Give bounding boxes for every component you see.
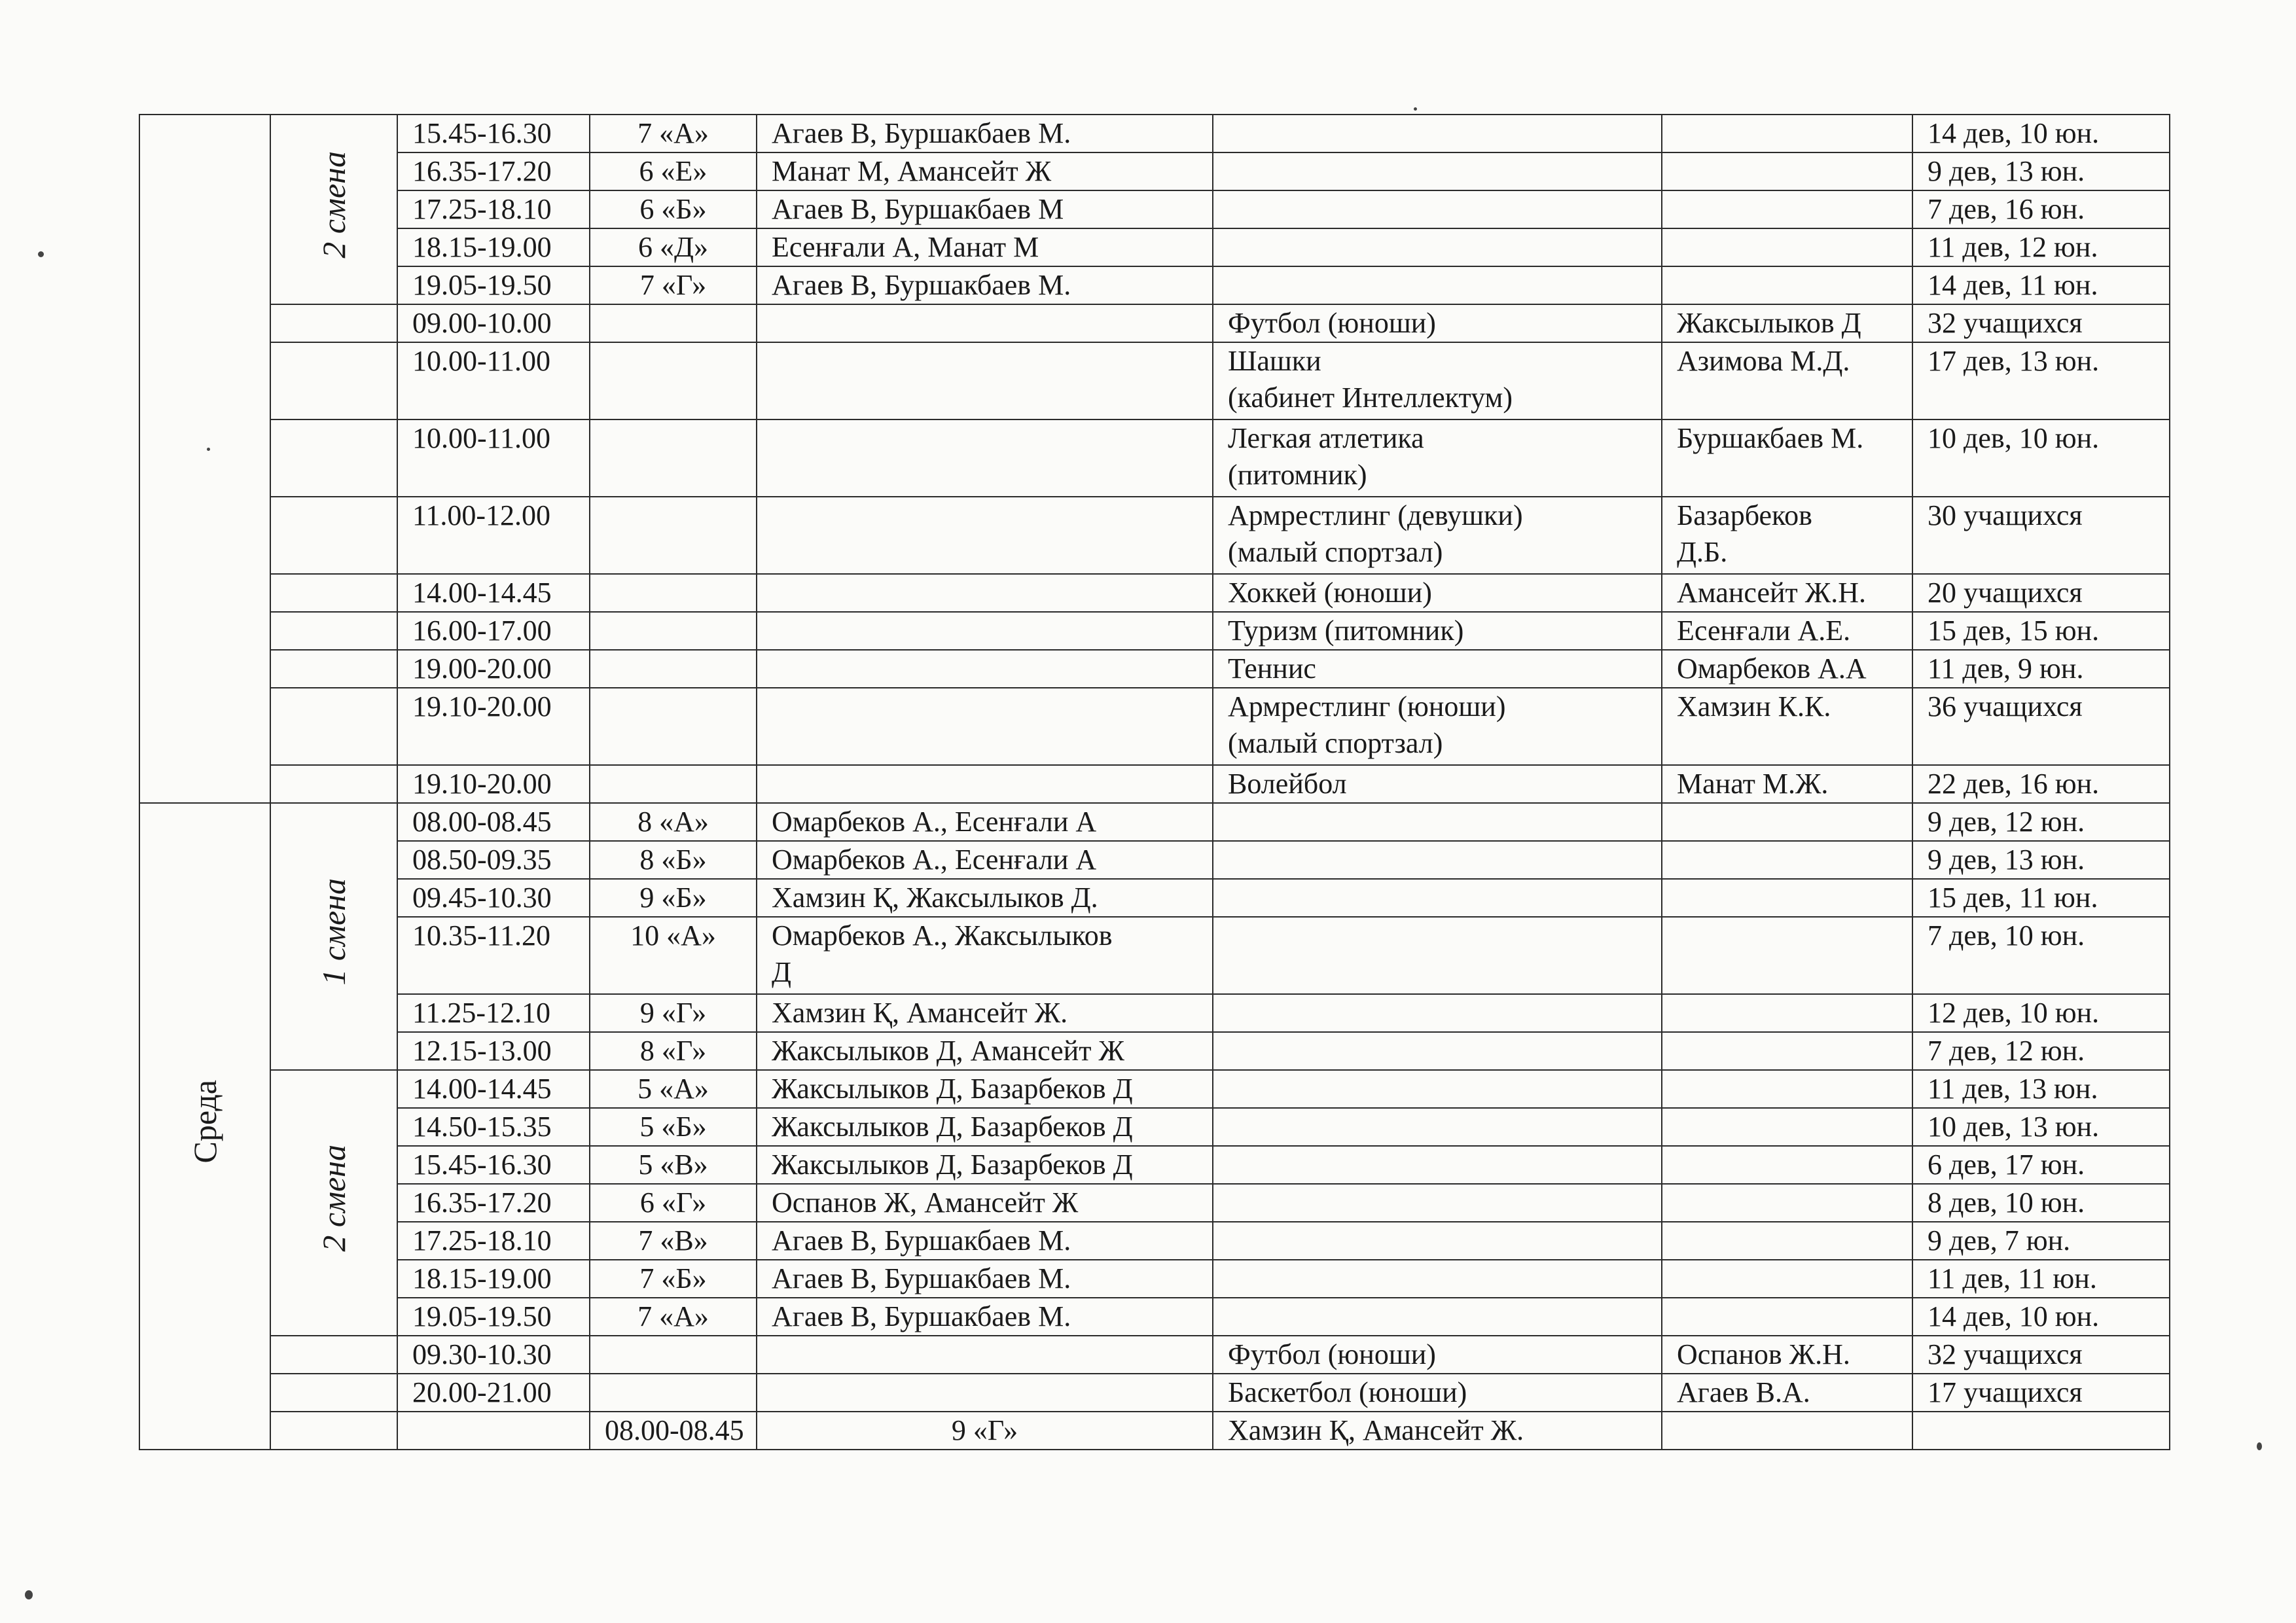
class-cell: 7 «В» xyxy=(590,1222,757,1260)
leader-cell xyxy=(1662,228,1912,266)
section-cell xyxy=(1213,1298,1662,1336)
shift-empty-cell xyxy=(270,1336,397,1374)
time-cell: 19.05-19.50 xyxy=(397,266,590,304)
scan-speck xyxy=(38,251,44,257)
class-cell: 5 «В» xyxy=(590,1146,757,1184)
class-cell: 9 «Г» xyxy=(590,994,757,1032)
time-cell: 17.25-18.10 xyxy=(397,190,590,228)
time-cell: 10.00-11.00 xyxy=(397,419,590,497)
count-cell: 6 дев, 17 юн. xyxy=(1912,1146,2170,1184)
time-cell: 16.35-17.20 xyxy=(397,152,590,190)
section-cell: Теннис xyxy=(1213,650,1662,688)
count-cell: 11 дев, 13 юн. xyxy=(1912,1070,2170,1108)
section-cell: Баскетбол (юноши) xyxy=(1213,1374,1662,1412)
table-row xyxy=(139,841,2170,879)
section-cell xyxy=(1213,115,1662,152)
table-row xyxy=(139,612,2170,650)
table-row xyxy=(139,1184,2170,1222)
table-row xyxy=(139,1222,2170,1260)
leader-cell: Есенғали А.Е. xyxy=(1662,612,1912,650)
table-row xyxy=(139,1298,2170,1336)
teachers-cell: Агаев В, Буршакбаев М. xyxy=(757,1298,1213,1336)
section-cell xyxy=(1213,879,1662,917)
count-cell: 12 дев, 10 юн. xyxy=(1912,994,2170,1032)
count-cell: 8 дев, 10 юн. xyxy=(1912,1184,2170,1222)
teachers-cell xyxy=(757,497,1213,574)
section-cell xyxy=(1213,497,1662,574)
leader-cell xyxy=(1662,994,1912,1032)
table-row xyxy=(139,419,2170,497)
leader-line-2: Д.Б. xyxy=(1677,536,1728,568)
count-cell: 17 учащихся xyxy=(1912,1374,2170,1412)
count-cell: 14 дев, 10 юн. xyxy=(1912,1298,2170,1336)
teachers-cell xyxy=(757,917,1213,994)
count-cell: 7 дев, 12 юн. xyxy=(1912,1032,2170,1070)
leader-cell xyxy=(1662,803,1912,841)
table-row xyxy=(139,994,2170,1032)
schedule-table xyxy=(139,114,2170,1450)
count-cell: 15 дев, 11 юн. xyxy=(1912,879,2170,917)
leader-cell xyxy=(1662,1260,1912,1298)
shift-cell xyxy=(270,1070,397,1336)
leader-cell: Жаксылыков Д xyxy=(1662,304,1912,342)
teachers-cell xyxy=(757,1336,1213,1374)
class-cell: 10 «А» xyxy=(590,917,757,994)
section-cell xyxy=(1213,1260,1662,1298)
time-cell: 16.35-17.20 xyxy=(397,1184,590,1222)
teachers-cell: Хамзин Қ, Жаксылыков Д. xyxy=(757,879,1213,917)
table-row xyxy=(139,803,2170,841)
leader-cell xyxy=(1662,1222,1912,1260)
class-cell xyxy=(590,574,757,612)
teachers-line-2: Д xyxy=(772,956,792,988)
time-cell: 11.00-12.00 xyxy=(397,497,590,574)
count-cell: 7 дев, 16 юн. xyxy=(1912,190,2170,228)
shift-empty-cell xyxy=(270,612,397,650)
leader-cell xyxy=(1662,917,1912,994)
day-cell xyxy=(139,803,270,1450)
section-line: Легкая атлетика xyxy=(1228,422,1424,454)
class-cell xyxy=(590,304,757,342)
section-cell xyxy=(1213,917,1662,994)
count-cell: 11 дев, 9 юн. xyxy=(1912,650,2170,688)
count-cell: 17 дев, 13 юн. xyxy=(1912,342,2170,419)
leader-cell xyxy=(1662,497,1912,574)
section-cell xyxy=(1213,994,1662,1032)
shift-empty-cell xyxy=(270,342,397,419)
leader-cell xyxy=(1662,879,1912,917)
section-cell xyxy=(1213,688,1662,765)
section-line: Армрестлинг (девушки) xyxy=(1228,499,1523,531)
leader-cell: Хамзин К.К. xyxy=(1662,688,1912,765)
class-cell xyxy=(590,612,757,650)
time-cell: 15.45-16.30 xyxy=(397,1146,590,1184)
scan-speck xyxy=(2257,1442,2262,1450)
shift-cell xyxy=(270,115,397,304)
leader-cell xyxy=(1912,1412,2170,1450)
section-cell xyxy=(1213,228,1662,266)
leader-cell: Буршакбаев М. xyxy=(1662,419,1912,497)
section-cell xyxy=(1213,190,1662,228)
teachers-cell: Агаев В, Буршакбаев М. xyxy=(757,1222,1213,1260)
count-cell: 10 дев, 10 юн. xyxy=(1912,419,2170,497)
table-row xyxy=(139,497,2170,574)
section-cell xyxy=(1213,152,1662,190)
class-cell: 8 «Г» xyxy=(590,1032,757,1070)
count-cell: 22 дев, 16 юн. xyxy=(1912,765,2170,803)
section-line: Шашки xyxy=(1228,345,1321,377)
section-line: Армрестлинг (юноши) xyxy=(1228,690,1506,722)
table-row xyxy=(139,1146,2170,1184)
table-row xyxy=(139,1032,2170,1070)
class-cell xyxy=(590,497,757,574)
teachers-cell xyxy=(757,304,1213,342)
leader-cell: Агаев В.А. xyxy=(1662,1374,1912,1412)
shift-empty-cell xyxy=(270,497,397,574)
table-row xyxy=(139,1108,2170,1146)
shift-label: 2 смена xyxy=(315,151,352,259)
class-cell xyxy=(590,419,757,497)
class-cell xyxy=(590,650,757,688)
count-cell: 20 учащихся xyxy=(1912,574,2170,612)
table-row xyxy=(139,917,2170,994)
table-row xyxy=(139,304,2170,342)
teachers-cell: Агаев В, Буршакбаев М xyxy=(757,190,1213,228)
class-cell: 9 «Г» xyxy=(757,1412,1213,1450)
teachers-cell xyxy=(757,612,1213,650)
time-cell: 16.00-17.00 xyxy=(397,612,590,650)
section-line-2: (малый спортзал) xyxy=(1228,536,1443,568)
section-line-2: (питомник) xyxy=(1228,459,1367,491)
class-cell: 6 «Е» xyxy=(590,152,757,190)
count-cell: 9 дев, 13 юн. xyxy=(1912,841,2170,879)
time-cell: 09.45-10.30 xyxy=(397,879,590,917)
table-row xyxy=(139,342,2170,419)
section-cell xyxy=(1213,419,1662,497)
section-cell xyxy=(1662,1412,1912,1450)
shift-label: 2 смена xyxy=(315,1145,352,1252)
time-cell: 12.15-13.00 xyxy=(397,1032,590,1070)
teachers-cell: Оспанов Ж, Амансейт Ж xyxy=(757,1184,1213,1222)
teachers-cell xyxy=(757,574,1213,612)
time-cell: 14.00-14.45 xyxy=(397,574,590,612)
table-row xyxy=(139,266,2170,304)
section-cell: Хоккей (юноши) xyxy=(1213,574,1662,612)
count-cell: 32 учащихся xyxy=(1912,1336,2170,1374)
shift-cell xyxy=(270,803,397,1070)
time-cell: 09.00-10.00 xyxy=(397,304,590,342)
teachers-cell xyxy=(757,650,1213,688)
shift-empty-cell xyxy=(270,688,397,765)
section-cell xyxy=(1213,803,1662,841)
shift-empty-cell xyxy=(270,304,397,342)
teachers-cell xyxy=(757,765,1213,803)
time-cell: 20.00-21.00 xyxy=(397,1374,590,1412)
teachers-cell: Хамзин Қ, Амансейт Ж. xyxy=(1213,1412,1662,1450)
teachers-cell: Жаксылыков Д, Амансейт Ж xyxy=(757,1032,1213,1070)
table-row xyxy=(139,650,2170,688)
section-cell xyxy=(1213,1032,1662,1070)
count-cell: 30 учащихся xyxy=(1912,497,2170,574)
time-cell: 18.15-19.00 xyxy=(397,228,590,266)
shift-empty-cell xyxy=(270,765,397,803)
shift-empty-cell xyxy=(270,419,397,497)
section-cell xyxy=(1213,1222,1662,1260)
time-cell: 18.15-19.00 xyxy=(397,1260,590,1298)
time-cell: 09.30-10.30 xyxy=(397,1336,590,1374)
time-cell: 19.10-20.00 xyxy=(397,765,590,803)
table-row xyxy=(139,688,2170,765)
leader-cell xyxy=(1662,115,1912,152)
teachers-cell xyxy=(757,342,1213,419)
leader-cell xyxy=(1662,1146,1912,1184)
class-cell: 6 «Г» xyxy=(590,1184,757,1222)
leader-cell xyxy=(1662,1298,1912,1336)
teachers-cell xyxy=(757,419,1213,497)
leader-line: Базарбеков xyxy=(1677,499,1812,531)
section-cell: Футбол (юноши) xyxy=(1213,304,1662,342)
section-cell xyxy=(1213,1070,1662,1108)
teachers-cell: Омарбеков А., Есенғали А xyxy=(757,803,1213,841)
class-cell: 7 «Б» xyxy=(590,1260,757,1298)
leader-cell xyxy=(1662,266,1912,304)
class-cell: 7 «А» xyxy=(590,115,757,152)
time-cell: 11.25-12.10 xyxy=(397,994,590,1032)
table-row xyxy=(139,115,2170,152)
time-cell: 10.00-11.00 xyxy=(397,342,590,419)
teachers-cell: Жаксылыков Д, Базарбеков Д xyxy=(757,1146,1213,1184)
leader-cell xyxy=(1662,190,1912,228)
count-cell: 15 дев, 15 юн. xyxy=(1912,612,2170,650)
leader-cell xyxy=(1662,841,1912,879)
teachers-line: Омарбеков А., Жаксылыков xyxy=(772,919,1113,952)
class-cell xyxy=(590,342,757,419)
day-cell xyxy=(139,115,270,803)
teachers-cell: Агаев В, Буршакбаев М. xyxy=(757,1260,1213,1298)
count-cell: 14 дев, 10 юн. xyxy=(1912,115,2170,152)
time-cell: 14.00-14.45 xyxy=(397,1070,590,1108)
shift-empty-cell xyxy=(270,650,397,688)
leader-cell: Омарбеков А.А xyxy=(1662,650,1912,688)
count-cell: 11 дев, 12 юн. xyxy=(1912,228,2170,266)
class-cell: 9 «Б» xyxy=(590,879,757,917)
teachers-cell: Манат М, Амансейт Ж xyxy=(757,152,1213,190)
shift-empty-cell xyxy=(270,574,397,612)
table-row xyxy=(139,152,2170,190)
class-cell: 8 «А» xyxy=(590,803,757,841)
count-cell: 11 дев, 11 юн. xyxy=(1912,1260,2170,1298)
class-cell: 6 «Д» xyxy=(590,228,757,266)
table-row xyxy=(139,1260,2170,1298)
table-row xyxy=(139,765,2170,803)
time-cell: 14.50-15.35 xyxy=(397,1108,590,1146)
time-cell: 17.25-18.10 xyxy=(397,1222,590,1260)
time-cell: 19.00-20.00 xyxy=(397,650,590,688)
section-cell xyxy=(1213,1146,1662,1184)
leader-cell xyxy=(1662,152,1912,190)
shift-empty-cell xyxy=(270,1374,397,1412)
time-cell: 08.00-08.45 xyxy=(397,803,590,841)
scan-speck xyxy=(1414,107,1417,111)
section-cell xyxy=(1213,841,1662,879)
leader-cell xyxy=(1662,1184,1912,1222)
teachers-cell: Жаксылыков Д, Базарбеков Д xyxy=(757,1108,1213,1146)
section-cell: Футбол (юноши) xyxy=(1213,1336,1662,1374)
class-cell xyxy=(590,1336,757,1374)
teachers-cell xyxy=(757,688,1213,765)
count-cell: 9 дев, 12 юн. xyxy=(1912,803,2170,841)
section-line-2: (кабинет Интеллектум) xyxy=(1228,382,1513,414)
count-cell: 14 дев, 11 юн. xyxy=(1912,266,2170,304)
table-row xyxy=(139,1070,2170,1108)
leader-cell xyxy=(1662,1070,1912,1108)
time-cell: 15.45-16.30 xyxy=(397,115,590,152)
class-cell xyxy=(590,688,757,765)
class-cell: 7 «А» xyxy=(590,1298,757,1336)
count-cell: 9 дев, 13 юн. xyxy=(1912,152,2170,190)
teachers-cell xyxy=(757,1374,1213,1412)
teachers-cell: Есенғали А, Манат М xyxy=(757,228,1213,266)
time-cell: 08.00-08.45 xyxy=(590,1412,757,1450)
section-cell: Туризм (питомник) xyxy=(1213,612,1662,650)
time-cell: 19.10-20.00 xyxy=(397,688,590,765)
scan-speck xyxy=(25,1590,33,1599)
time-cell: 08.50-09.35 xyxy=(397,841,590,879)
table-row xyxy=(139,1412,2170,1450)
section-cell xyxy=(1213,342,1662,419)
shift-label: 1 смена xyxy=(315,878,352,986)
class-cell xyxy=(590,765,757,803)
section-cell xyxy=(1213,1184,1662,1222)
shift-empty-cell xyxy=(397,1412,590,1450)
count-cell: 32 учащихся xyxy=(1912,304,2170,342)
teachers-cell: Агаев В, Буршакбаев М. xyxy=(757,266,1213,304)
teachers-cell: Хамзин Қ, Амансейт Ж. xyxy=(757,994,1213,1032)
table-row xyxy=(139,228,2170,266)
teachers-cell: Омарбеков А., Есенғали А xyxy=(757,841,1213,879)
count-cell: 7 дев, 10 юн. xyxy=(1912,917,2170,994)
class-cell: 8 «Б» xyxy=(590,841,757,879)
class-cell: 5 «А» xyxy=(590,1070,757,1108)
leader-cell: Азимова М.Д. xyxy=(1662,342,1912,419)
leader-cell: Оспанов Ж.Н. xyxy=(1662,1336,1912,1374)
count-cell: 10 дев, 13 юн. xyxy=(1912,1108,2170,1146)
time-cell: 19.05-19.50 xyxy=(397,1298,590,1336)
section-line-2: (малый спортзал) xyxy=(1228,727,1443,759)
section-cell: Волейбол xyxy=(1213,765,1662,803)
class-cell xyxy=(590,1374,757,1412)
class-cell: 6 «Б» xyxy=(590,190,757,228)
day-label: Среда xyxy=(187,1080,223,1164)
class-cell: 7 «Г» xyxy=(590,266,757,304)
section-cell xyxy=(1213,1108,1662,1146)
count-cell: 36 учащихся xyxy=(1912,688,2170,765)
teachers-cell: Жаксылыков Д, Базарбеков Д xyxy=(757,1070,1213,1108)
time-cell: 10.35-11.20 xyxy=(397,917,590,994)
section-cell xyxy=(1213,266,1662,304)
table-row xyxy=(139,574,2170,612)
teachers-cell: Агаев В, Буршакбаев М. xyxy=(757,115,1213,152)
table-row xyxy=(139,190,2170,228)
table-row xyxy=(139,1336,2170,1374)
leader-cell: Манат М.Ж. xyxy=(1662,765,1912,803)
count-cell: 9 дев, 7 юн. xyxy=(1912,1222,2170,1260)
table-row xyxy=(139,879,2170,917)
leader-cell: Амансейт Ж.Н. xyxy=(1662,574,1912,612)
day-empty-cell xyxy=(270,1412,397,1450)
leader-cell xyxy=(1662,1108,1912,1146)
class-cell: 5 «Б» xyxy=(590,1108,757,1146)
scan-speck xyxy=(207,448,210,451)
leader-cell xyxy=(1662,1032,1912,1070)
table-row xyxy=(139,1374,2170,1412)
